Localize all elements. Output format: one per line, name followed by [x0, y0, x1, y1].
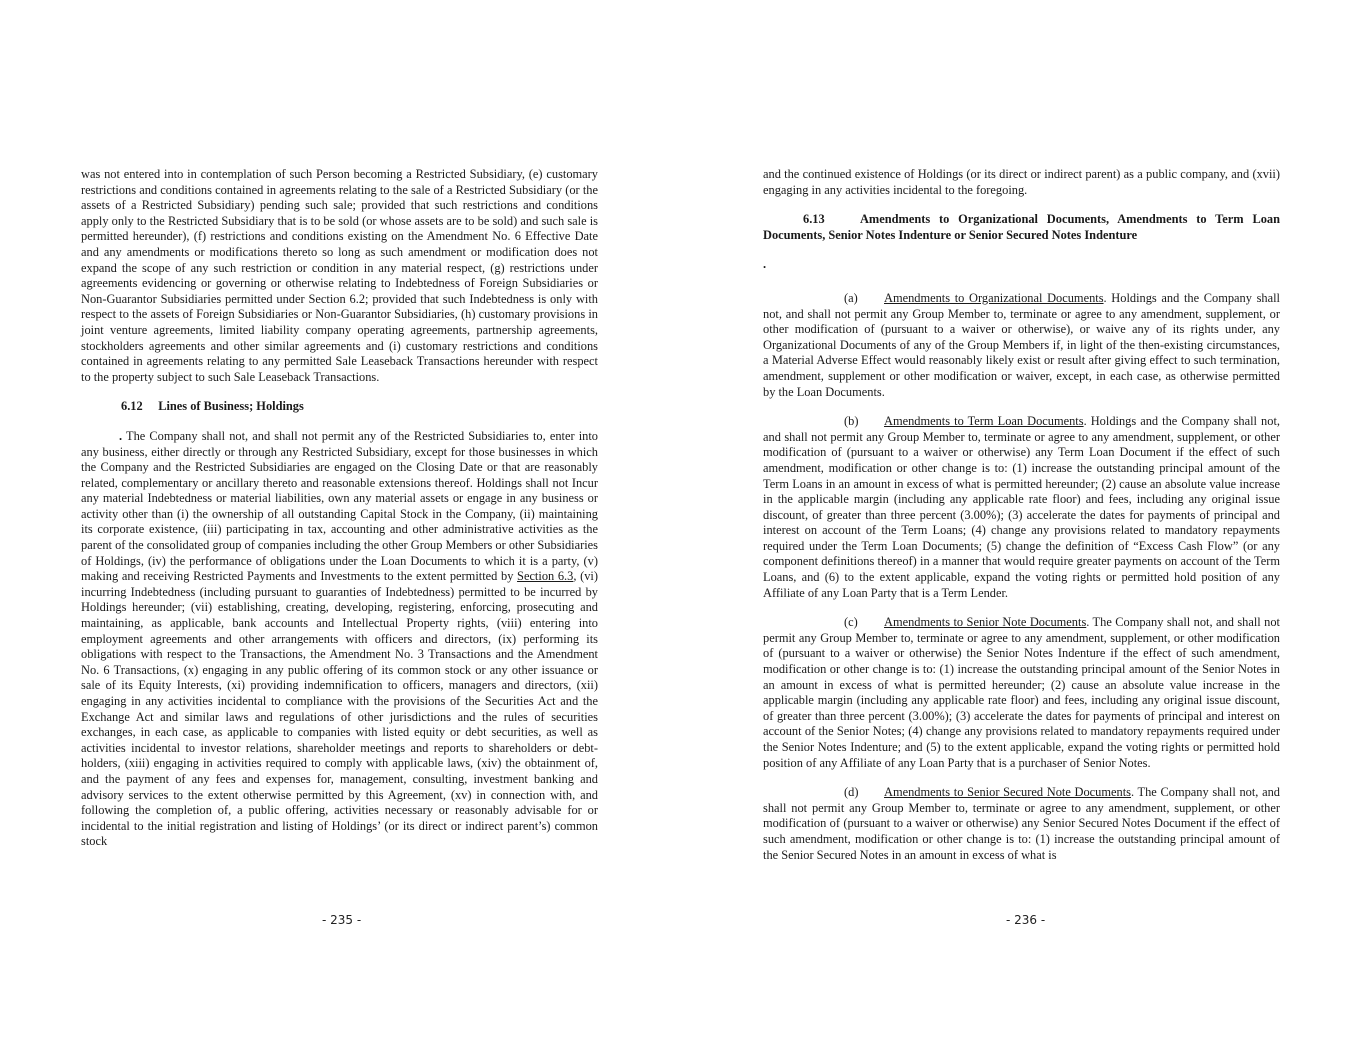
section-heading-6-12	[81, 399, 598, 415]
subsection-title: Amendments to Senior Secured Note Documents	[884, 785, 1131, 800]
page-number: - 235 -	[322, 913, 362, 927]
subsection-b	[763, 414, 1280, 601]
subsection-title: Amendments to Senior Note Documents	[884, 615, 1087, 630]
right-page-body	[763, 167, 1280, 863]
subsection-text: . Holdings and the Company shall not, and shall not permit any Group Member to, terminate or agree to any amendment, supplement, or other modification of (pursuant to a waiver or otherwise), or waive any of its rights under, any Organizational Documents of any of the Group Members if, in light of the then-existing circumstances, a Material Adverse Effect would reasonably likely exist or result after giving effect to such termination, amendment, supplement or other modification or waiver, except, in each case, as otherwise permitted by the Loan Documents.	[763, 290, 1281, 399]
section-number: 6.12	[121, 399, 143, 414]
subsection-label: (c)	[844, 615, 858, 630]
subsection-label: (d)	[844, 785, 859, 800]
subsection-c	[763, 615, 1280, 771]
lead-dot: .	[119, 428, 123, 443]
subsection-title: Amendments to Organizational Documents	[884, 290, 1104, 305]
subsection-text: . The Company shall not, and shall not permit any Group Member to, terminate or agree to any amendment, supplement, or other modification of (pursuant to a waiver or otherwise) any Senior Secured Notes Document if the effect of such amendment, modification or other change is to: (1) increase the outstanding principal amount of the Senior Secured Notes in an amount in excess of what is	[763, 785, 1280, 862]
page-number: - 236 -	[1006, 913, 1046, 927]
section-body-6-12	[81, 429, 598, 850]
section-heading-6-13	[763, 212, 1280, 243]
section-title: Lines of Business; Holdings	[158, 399, 304, 414]
trailing-dot: .	[763, 257, 767, 272]
subsection-label: (a)	[844, 290, 858, 305]
body-text-part1: The Company shall not, and shall not permit any of the Restricted Subsidiaries to, enter into any business, either directly or through any Restricted Subsidiary, except for those businesses in which the Company and the Restricted Subsidiaries are engaged on the Closing Date or that are reasonably related, complementary or ancillary thereto and reasonable extensions thereof. Holdings shall not Incur any material Indebtedness or material liabilities, own any material assets or engage in any business or activity other than (i) the ownership of all outstanding Capital Stock in the Company, (ii) maintaining its corporate existence, (iii) participating in tax, accounting and other administrative activities as the parent of the consolidated group of companies including the other Group Members or other Subsidiaries of Holdings, (iv) the performance of obligations under the Loan Documents to which it is a party, (v) making and receiving Restricted Payments and Investments to the extent permitted by	[81, 428, 598, 584]
subsection-text: . Holdings and the Company shall not, and shall not permit any Group Member to, terminate or agree to any amendment, supplement, or other modification of (pursuant to a waiver or otherwise) any Term Loan Document if the effect of such amendment, modification or other change is to: (1) increase the outstanding principal amount of the Term Loans in an amount in excess of what is permitted hereunder; (2) cause an absolute value increase in the applicable margin (including any applicable rate floor) and fees, including any original issue discount, of greater than three percent (3.00%); (3) accelerate the dates for payments of principal and interest on account of the Term Loans; (4) change any provisions related to mandatory repayments required under the Term Loan Documents; (5) change the definition of “Excess Cash Flow” (or any component definitions thereof) in a manner that would require greater payments on account of the Term Loans, and (6) to the extent applicable, expand the voting rights or permitted hold position of any Affiliate of any Loan Party that is a Term Lender.	[763, 414, 1280, 600]
section-title: Amendments to Organizational Documents, Amendments to Term Loan Documents, Senior Notes Indenture or Senior Secured Notes Indenture	[763, 212, 1280, 242]
left-page-body	[81, 167, 598, 850]
subsection-text: . The Company shall not, and shall not permit any Group Member to, terminate or agree to any amendment, supplement, or other modification of (pursuant to a waiver or otherwise) the Senior Notes Indenture if the effect of such amendment, modification or other change is to: (1) increase the outstanding principal amount of the Senior Notes in an amount in excess of what is permitted hereunder; (2) cause an absolute value increase in the applicable margin (including any applicable rate floor) and fees, including any original issue discount, of greater than three percent (3.00%); (3) accelerate the dates for payments of principal and interest on account of the Senior Notes; (4) change any provisions related to mandatory repayments required under the Senior Notes Indenture; and (5) to the extent applicable, expand the voting rights or permitted hold position of any Affiliate of any Loan Party that is a purchaser of Senior Notes.	[763, 615, 1280, 770]
continuation-paragraph: and the continued existence of Holdings (or its direct or indirect parent) as a public company, and (xvii) engaging in any activities incidental to the foregoing.	[763, 167, 1280, 197]
left-page	[0, 0, 682, 1055]
section-reference-link[interactable]: Section 6.3	[517, 569, 574, 584]
section-number: 6.13	[803, 212, 825, 227]
subsection-label: (b)	[844, 414, 859, 429]
body-text-part2: , (vi) incurring Indebtedness (including pursuant to guaranties of Indebtedness) permitted to be incurred by Holdings hereunder; (vii) establishing, creating, developing, registering, enforcing, prosecuting and maintaining, as applicable, bank accounts and Intellectual Property rights, (viii) entering into employment agreements and other arrangements with officers and directors, (ix) performing its obligations with respect to the Transactions, the Amendment No. 3 Transactions and the Amendment No. 6 Transactions, (x) engaging in any public offering of its common stock or any other issuance or sale of its Equity Interests, (xi) providing indemnification to officers, managers and directors, (xii) engaging in any activities incidental to compliance with the provisions of the Securities Act and the Exchange Act and similar laws and regulations of other jurisdictions and the rules of securities exchanges, in each case, as applicable to companies with listed equity or debt securities, as well as activities incidental to investor relations, shareholder meetings and reports to shareholders or debt-holders, (xiii) engaging in activities required to comply with applicable laws, (xiv) the obtainment of, and the payment of any fees and expenses for, management, consulting, investment banking and advisory services to the extent otherwise permitted by this Agreement, (xv) in connection with, and following the completion of, a public offering, activities necessary or reasonably advisable for or incidental to the initial registration and listing of Holdings’ (or its direct or indirect parent’s) common stock	[81, 569, 598, 849]
subsection-a	[763, 291, 1280, 400]
subsection-title: Amendments to Term Loan Documents	[884, 414, 1084, 429]
continuation-paragraph: was not entered into in contemplation of such Person becoming a Restricted Subsidiary, (e) customary restrictions and conditions contained in agreements relating to the sale of a Restricted Subsidiary (or the assets of a Restricted Subsidiary) pending such sale; provided that such restrictions and conditions apply only to the Restricted Subsidiary that is to be sold (or whose assets are to be sold) and such sale is permitted hereunder), (f) restrictions and conditions existing on the Amendment No. 6 Effective Date and any amendments or modifications thereto so long as such amendment or modification does not expand the scope of any such restriction or condition in any material respect, (g) restrictions under agreements evidencing or governing or otherwise relating to Indebtedness of Foreign Subsidiaries or Non-Guarantor Subsidiaries permitted under Section 6.2; provided that such Indebtedness is only with respect to the assets of Foreign Subsidiaries or Non-Guarantor Subsidiaries, (h) customary provisions in joint venture agreements, limited liability company operating agreements, partnership agreements, stockholders agreements and other similar agreements and (i) customary restrictions and conditions contained in agreements relating to any permitted Sale Leaseback Transactions hereunder with respect to the property subject to such Sale Leaseback Transactions.	[81, 167, 598, 384]
subsection-d	[763, 785, 1280, 863]
